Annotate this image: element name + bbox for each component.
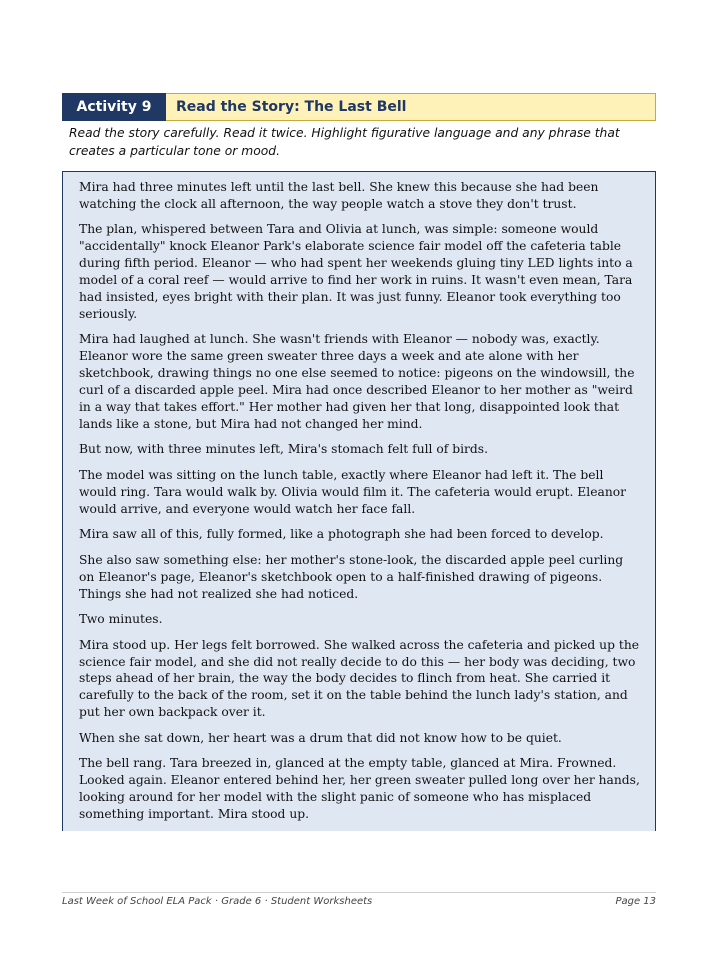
story-paragraph: Mira saw all of this, fully formed, like a photograph she had been forced to develop. xyxy=(79,527,604,542)
story-paragraph: But now, with three minutes left, Mira's stomach felt full of birds. xyxy=(79,442,489,457)
activity-number-badge: Activity 9 xyxy=(62,93,166,121)
instructions-text: Read the story carefully. Read it twice. Highlight figurative language and any phrase that creates a particular tone or mood. xyxy=(69,126,620,158)
story-box xyxy=(62,171,656,831)
story-paragraph: The plan, whispered between Tara and Olivia at lunch, was simple: someone would "accidentally" knock Eleanor Park's elaborate science fair model off the cafeteria table during fifth period. Eleanor — who had spent her weekends gluing tiny LED lights into a model of a coral reef — would arrive to find her work in ruins. It wasn't even mean, Tara had insisted, eyes bright with their plan. It was just funny. Eleanor took everything too seriously. xyxy=(79,222,633,321)
story-paragraph: Mira stood up. Her legs felt borrowed. She walked across the cafeteria and picked up the science fair model, and she did not really decide to do this — her body was deciding, two steps ahead of her brain, the way the body decides to flinch from heat. She carried it carefully to the back of the room, set it on the table behind the lunch lady's station, and put her own backpack over it. xyxy=(79,637,640,720)
footer-series-label: Last Week of School ELA Pack · Grade 6 · Student Worksheets xyxy=(62,896,373,907)
page-number: Page 13 xyxy=(615,896,656,907)
story-paragraph: Mira had three minutes left until the last bell. She knew this because she had been watching the clock all afternoon, the way people watch a stove they don't trust. xyxy=(79,180,599,211)
activity-header xyxy=(62,93,656,121)
story-paragraph: When she sat down, her heart was a drum that did not know how to be quiet. xyxy=(79,730,562,745)
story-paragraph: Two minutes. xyxy=(79,612,163,627)
footer-divider xyxy=(62,892,656,893)
activity-title: Read the Story: The Last Bell xyxy=(166,94,655,120)
story-paragraph: She also saw something else: her mother's stone-look, the discarded apple peel curling on Eleanor's page, Eleanor's sketchbook open to a half-finished drawing of pigeons. Things she had not realized she had noticed. xyxy=(79,552,624,601)
story-paragraph: The model was sitting on the lunch table, exactly where Eleanor had left it. The bell would ring. Tara would walk by. Olivia would film it. The cafeteria would erupt. Eleanor would arrive, and everyone would watch her face fall. xyxy=(79,467,627,516)
story-paragraph: The bell rang. Tara breezed in, glanced at the empty table, glanced at Mira. Frowned. Looked again. Eleanor entered behind her, her green sweater pulled long over her hands, looking around for her model with the slight panic of someone who has misplaced something important. Mira stood up. xyxy=(79,756,640,821)
story-paragraph: Mira had laughed at lunch. She wasn't friends with Eleanor — nobody was, exactly. Eleanor wore the same green sweater three days a week and ate alone with her sketchbook, drawing things no one else seemed to notice: pigeons on the windowsill, the curl of a discarded apple peel. Mira had once described Eleanor to her mother as "weird in a way that takes effort." Her mother had given her that long, disappointed look that lands like a stone, but Mira had not changed her mind. xyxy=(79,332,635,431)
